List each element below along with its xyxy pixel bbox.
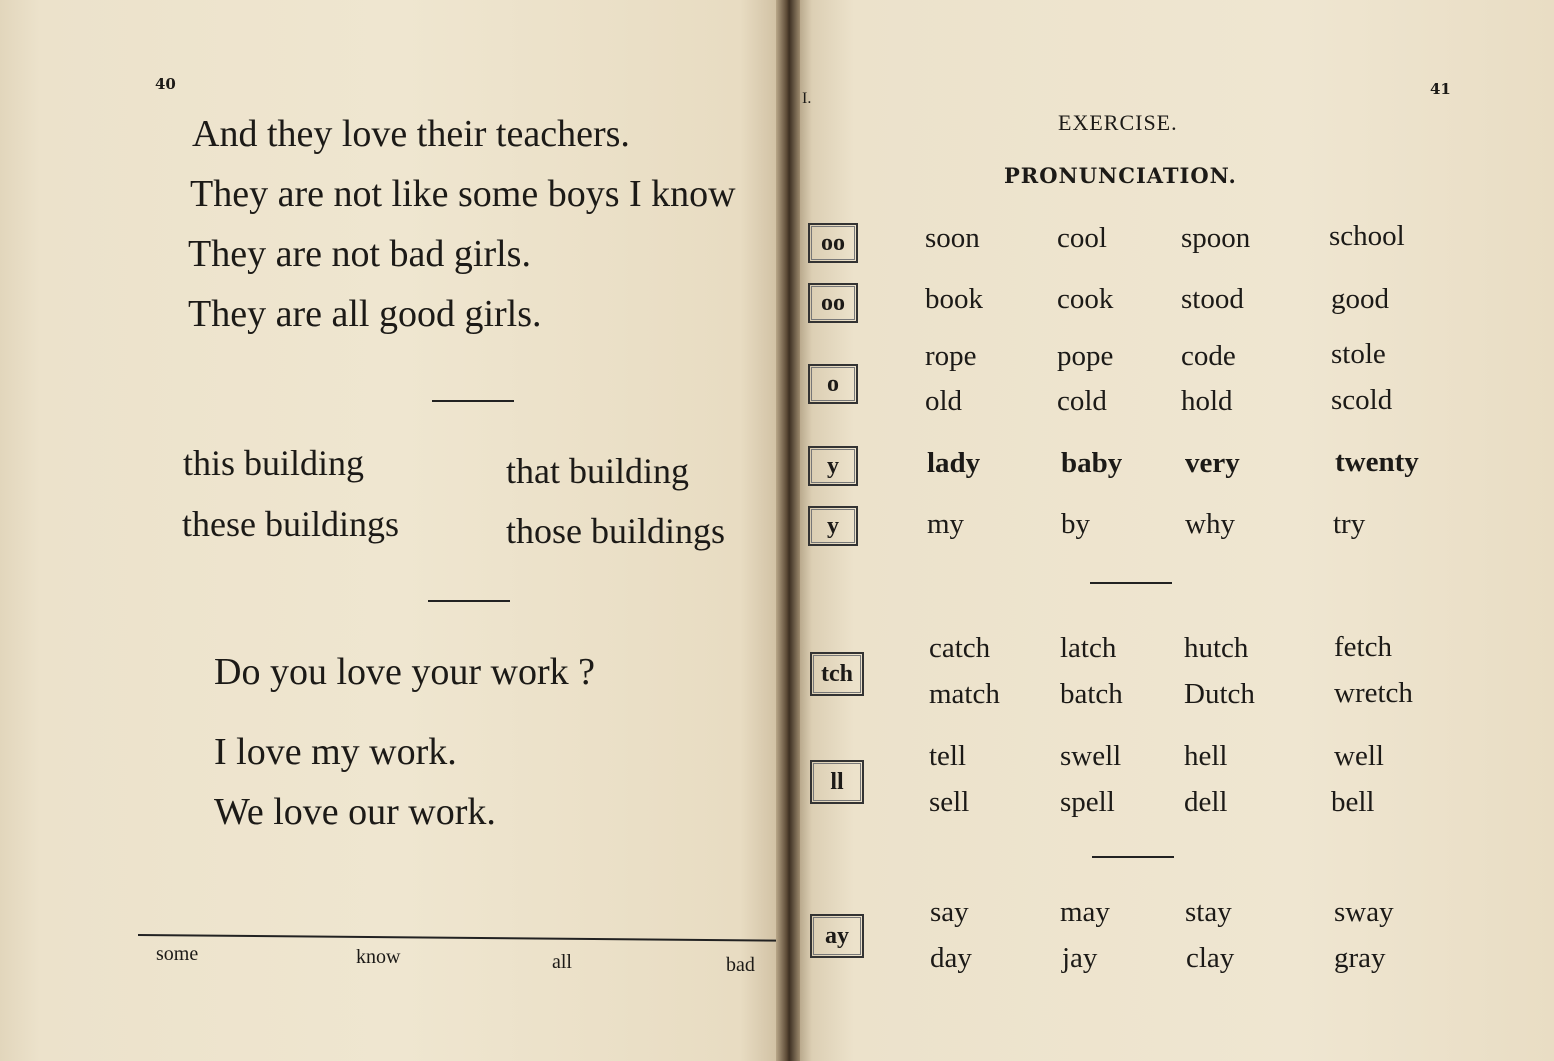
word: jay — [1062, 942, 1098, 974]
divider — [432, 400, 514, 402]
footer-word: bad — [726, 954, 755, 976]
word: pope — [1057, 340, 1114, 372]
answer-line: We love our work. — [214, 791, 496, 833]
pair-item: that building — [506, 451, 689, 491]
book-gutter — [776, 0, 800, 1061]
divider — [1090, 582, 1172, 584]
page-number-right: 41 — [1430, 80, 1451, 98]
sound-label-box: oo — [808, 283, 858, 323]
page-number-left: 40 — [155, 75, 176, 93]
text-line: They are all good girls. — [188, 293, 542, 335]
word: fetch — [1334, 631, 1392, 663]
question-line: Do you love your work ? — [214, 651, 595, 693]
word: cook — [1057, 283, 1114, 315]
word: say — [930, 896, 969, 928]
word: sway — [1334, 896, 1394, 928]
text-line: They are not like some boys I know — [190, 173, 736, 215]
answer-line: I love my work. — [214, 731, 457, 773]
word: twenty — [1335, 446, 1419, 478]
word: hell — [1184, 740, 1228, 772]
word: cool — [1057, 222, 1107, 254]
word: why — [1185, 508, 1235, 540]
word: well — [1334, 740, 1384, 772]
pronunciation-heading: PRONUNCIATION. — [1004, 163, 1237, 188]
word: old — [925, 385, 963, 417]
word: code — [1181, 340, 1236, 372]
word: gray — [1334, 942, 1386, 974]
divider — [428, 600, 510, 602]
word: stole — [1331, 338, 1386, 370]
word: stood — [1181, 283, 1244, 315]
sound-label-box: o — [808, 364, 858, 404]
word: wretch — [1334, 677, 1413, 709]
word: school — [1329, 220, 1405, 252]
word: soon — [925, 222, 980, 254]
word: clay — [1186, 942, 1235, 974]
word: good — [1331, 283, 1389, 315]
word: my — [927, 508, 965, 540]
footer-word: know — [356, 946, 401, 968]
word: very — [1185, 447, 1240, 479]
word: hold — [1181, 385, 1233, 417]
word: spell — [1060, 786, 1115, 818]
text-line: And they love their teachers. — [192, 113, 630, 155]
word: bell — [1331, 786, 1375, 818]
word: swell — [1060, 740, 1122, 772]
footer-word: all — [552, 951, 572, 973]
pair-item: this building — [183, 443, 365, 483]
word: stay — [1185, 896, 1232, 928]
word: match — [929, 678, 1000, 710]
word: sell — [929, 786, 970, 818]
word: baby — [1061, 447, 1123, 479]
word: Dutch — [1184, 678, 1255, 710]
exercise-heading: EXERCISE. — [1058, 110, 1178, 135]
word: cold — [1057, 385, 1107, 417]
pair-item: these buildings — [182, 504, 399, 544]
sound-label-box: ay — [810, 914, 864, 958]
word: scold — [1331, 384, 1393, 416]
sound-label-box: oo — [808, 223, 858, 263]
word: book — [925, 283, 983, 315]
word: latch — [1060, 632, 1117, 664]
word: rope — [925, 340, 977, 372]
word: hutch — [1184, 632, 1249, 664]
word: try — [1333, 508, 1366, 540]
sound-label-box: ll — [810, 760, 864, 804]
word: by — [1061, 508, 1090, 540]
word: lady — [927, 447, 981, 479]
word: dell — [1184, 786, 1228, 818]
right-page — [794, 0, 1554, 1061]
divider — [1092, 856, 1174, 858]
footer-rule — [138, 934, 780, 942]
word: day — [930, 942, 972, 974]
text-line: They are not bad girls. — [188, 233, 531, 275]
word: may — [1060, 896, 1110, 928]
footer-word: some — [156, 943, 199, 965]
sound-label-box: tch — [810, 652, 864, 696]
pair-item: those buildings — [506, 511, 726, 551]
margin-mark: I. — [802, 90, 812, 107]
sound-label-box: y — [808, 446, 858, 486]
word: tell — [929, 740, 967, 772]
sound-label-box: y — [808, 506, 858, 546]
word: spoon — [1181, 222, 1251, 254]
word: catch — [929, 632, 991, 664]
word: batch — [1060, 678, 1123, 710]
